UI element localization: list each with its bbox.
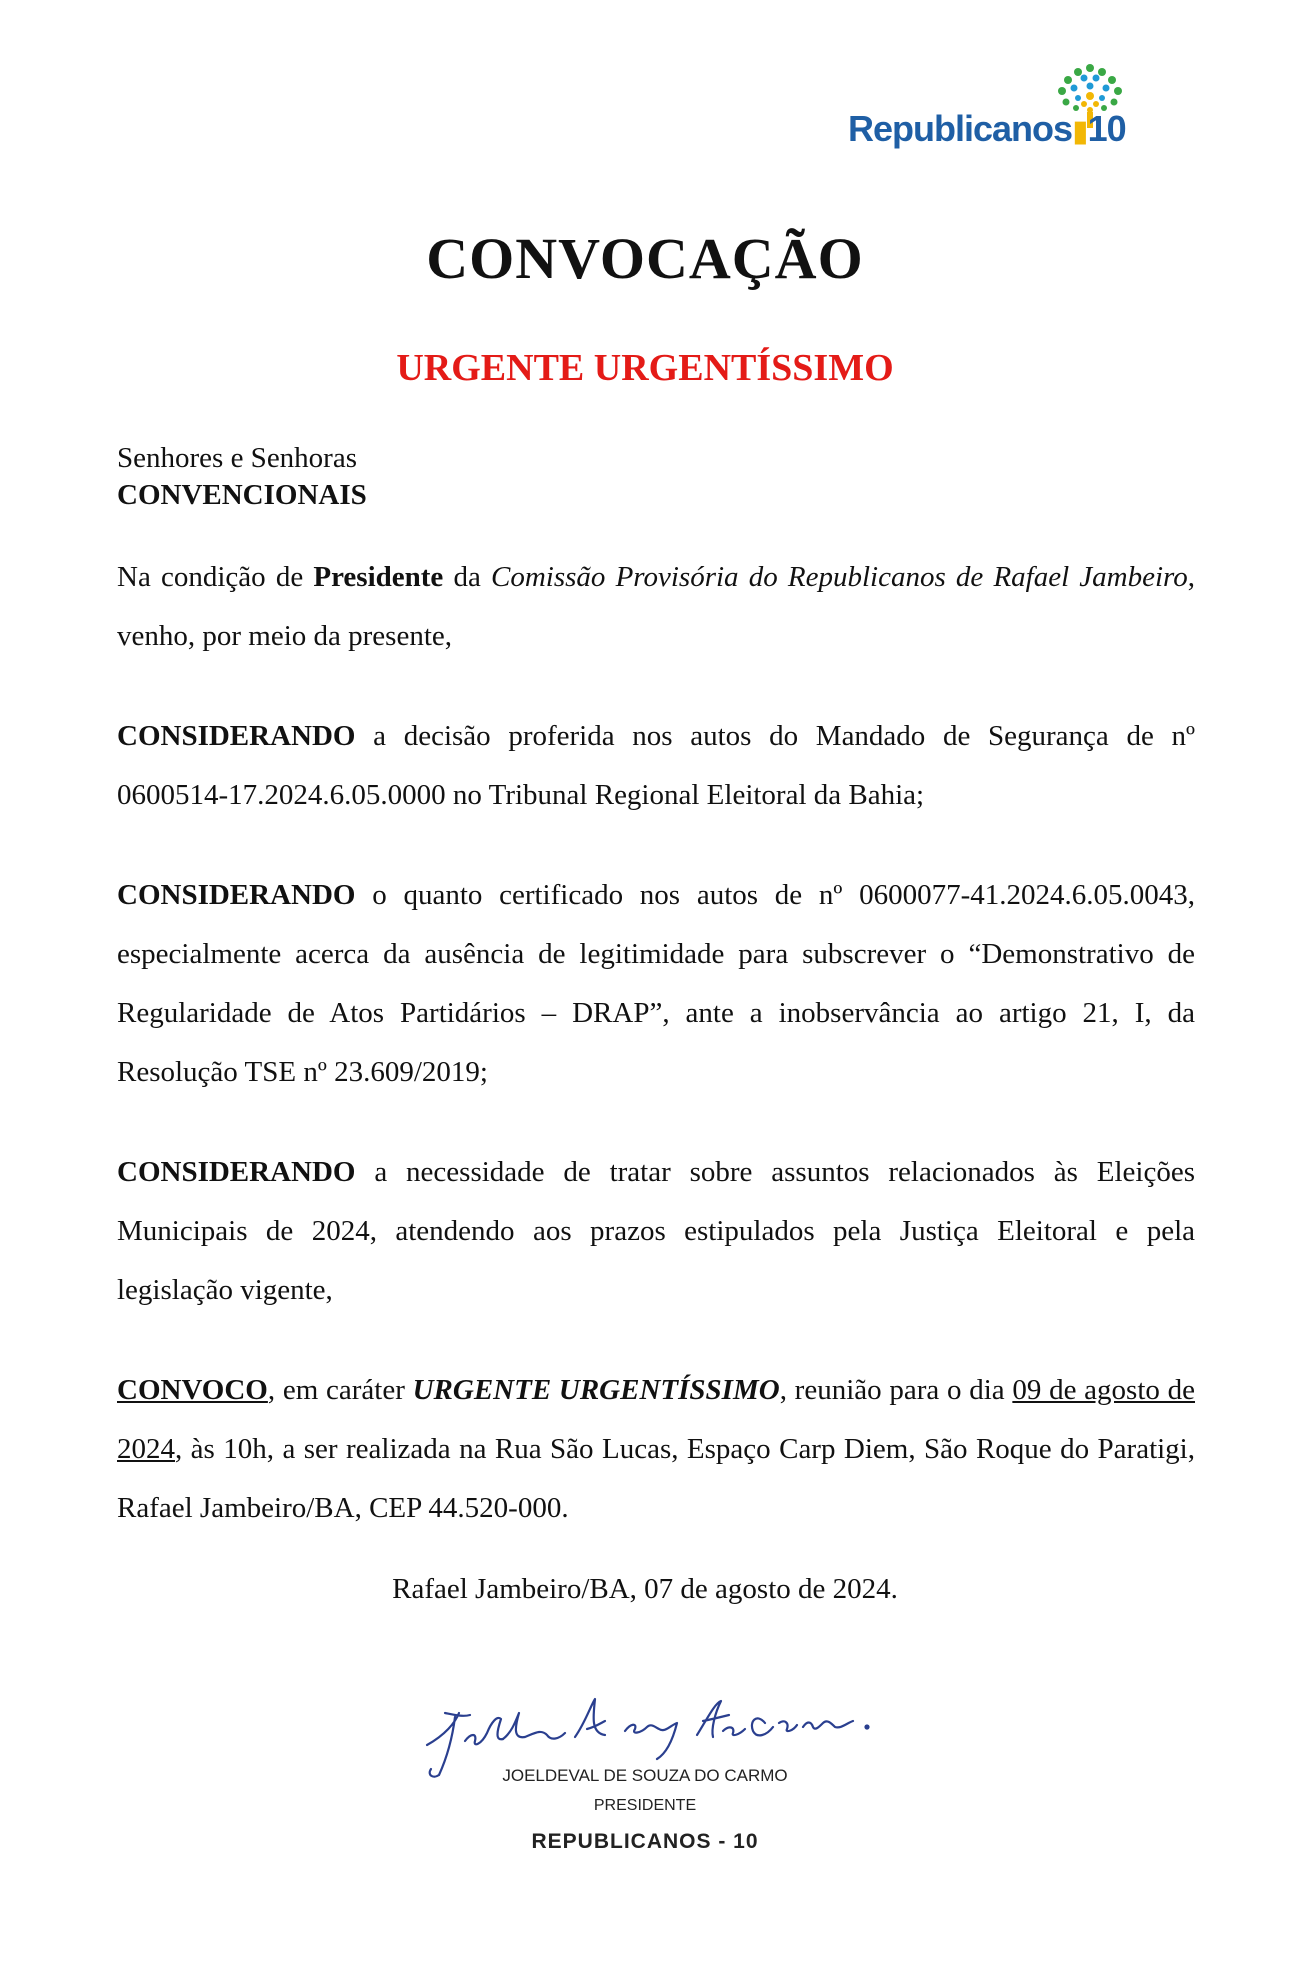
salutation	[117, 440, 1195, 514]
document-title: CONVOCAÇÃO	[426, 226, 864, 291]
signatory-name: JOELDEVAL DE SOUZA DO CARMO	[502, 1766, 788, 1785]
document-body	[117, 440, 1195, 1579]
signatory-role: PRESIDENTE	[593, 1797, 697, 1814]
salutation-recipients: CONVENCIONAIS	[117, 479, 367, 511]
intro-paragraph: Na condição de Presidente da Comissão Provisória do Republicanos de Rafael Jambeiro, venho, por meio da presente,	[117, 561, 1196, 652]
convoco-paragraph: CONVOCO, em caráter URGENTE URGENTÍSSIMO, reunião para o dia 09 de agosto de 2024, às 10h, a ser realizada na Rua São Lucas, Espaço Carp Diem, São Roque do Paratigi, Rafael Jambeiro/BA, CEP 44.520-000.	[117, 1374, 1195, 1524]
logo-wordmark: Republicanos▮10	[848, 108, 1126, 149]
urgency-subtitle: URGENTE URGENTÍSSIMO	[396, 347, 894, 389]
considerando-paragraph-2: CONSIDERANDO o quanto certificado nos autos de nº 0600077-41.2024.6.05.0043, especialmente acerca da ausência de legitimidade para subscrever o “Demonstrativo de Regularidade de Atos Partidários – DRAP”, ante a inobservância ao artigo 21, I, da Resolução TSE nº 23.609/2019;	[117, 879, 1195, 1088]
place-and-date: Rafael Jambeiro/BA, 07 de agosto de 2024.	[392, 1573, 898, 1605]
signatory-party: REPUBLICANOS - 10	[531, 1830, 759, 1853]
considerando-paragraph-3: CONSIDERANDO a necessidade de tratar sobre assuntos relacionados às Eleições Municipais de 2024, atendendo aos prazos estipulados pela Justiça Eleitoral e pela legislação vigente,	[117, 1156, 1195, 1306]
salutation-line: Senhores e Senhoras	[117, 442, 358, 474]
party-logo	[848, 58, 1148, 158]
considerando-paragraph-1: CONSIDERANDO a decisão proferida nos autos do Mandado de Segurança de nº 0600514-17.2024.6.05.0000 no Tribunal Regional Eleitoral da Bahia;	[117, 720, 1195, 811]
